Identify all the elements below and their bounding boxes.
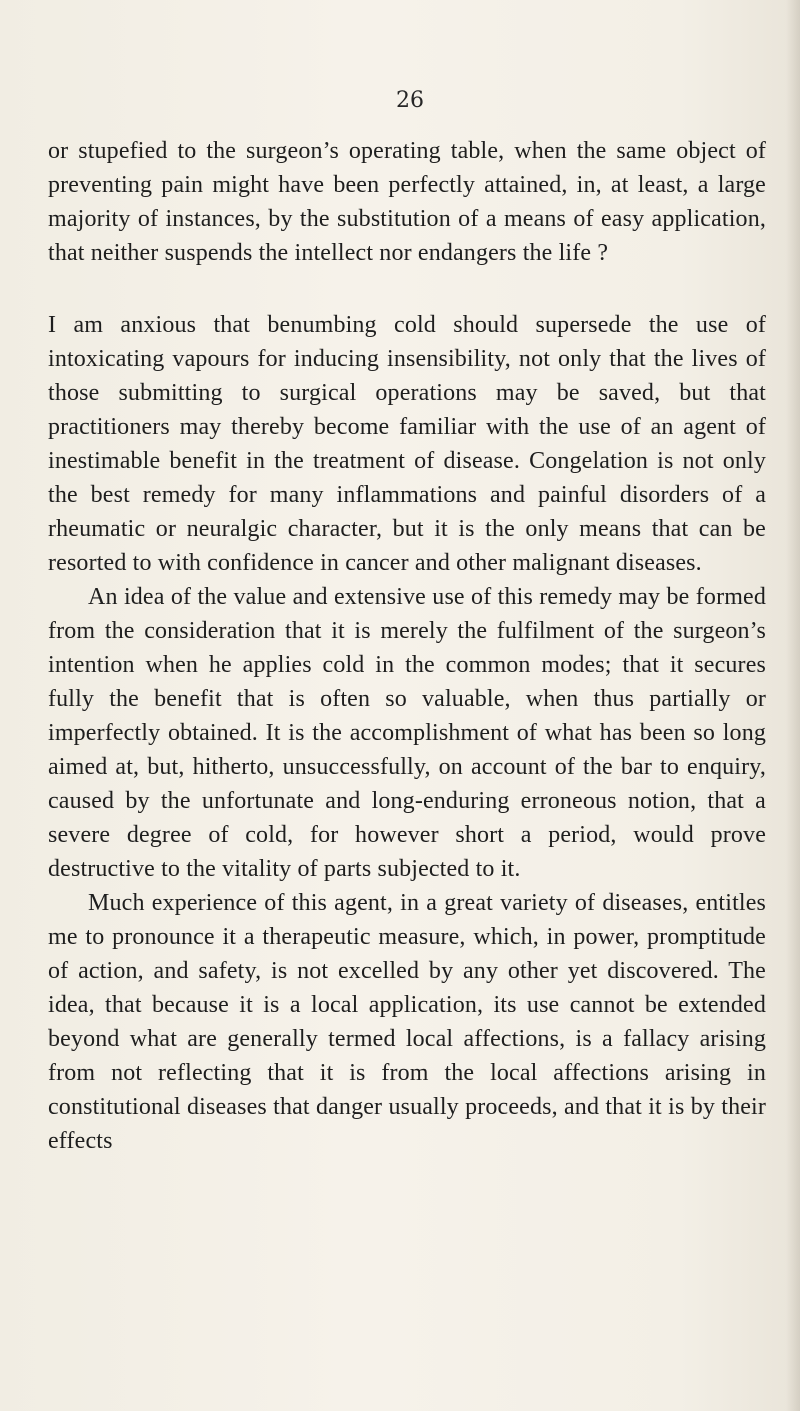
paragraph-continued: or stupefied to the surgeon’s operating table, when the same object of preventing pain might have been perfectly attained, in, at least, a large majority of instances, by the substitution of a means of easy application, that neither suspends the intellect nor endangers the life ? — [48, 138, 766, 266]
paragraph-benumbing-cold: I am anxious that benumbing cold should supersede the use of intoxicating vapours for inducing insensibility, not only that the lives of those submitting to surgical operations may be saved, but that practitioners may thereby become familiar with the use of an agent of inestimable benefit in the treatment of disease. Congelation is not only the best remedy for many inflammations and painful disorders of a rheumatic or neuralgic character, but it is the only means that can be resorted to with confidence in cancer and other malignant diseases. — [48, 312, 766, 576]
page-edge-shadow — [786, 0, 800, 1411]
page-number: 26 — [396, 88, 424, 113]
body-text — [48, 134, 766, 1158]
paragraph-experience: Much experience of this agent, in a great variety of diseases, entitles me to pronounce it a therapeutic measure, which, in power, promptitude of action, and safety, is not excelled by any other yet discovered. The idea, that because it is a local application, its use cannot be extended beyond what are generally termed local affections, is a fallacy arising from not reflecting that it is from the local affections arising in constitutional diseases that danger usually proceeds, and that it is by their effects — [48, 890, 766, 1154]
paragraph-value-of-remedy: An idea of the value and extensive use of this remedy may be formed from the consideration that it is merely the fulfilment of the surgeon’s intention when he applies cold in the common modes; that it secures fully the benefit that is often so valuable, when thus partially or imperfectly obtained. It is the accomplishment of what has been so long aimed at, but, hitherto, unsuccessfully, on account of the bar to enquiry, caused by the unfortunate and long-enduring erroneous notion, that a severe degree of cold, for however short a period, would prove destructive to the vitality of parts subjected to it. — [48, 584, 766, 882]
